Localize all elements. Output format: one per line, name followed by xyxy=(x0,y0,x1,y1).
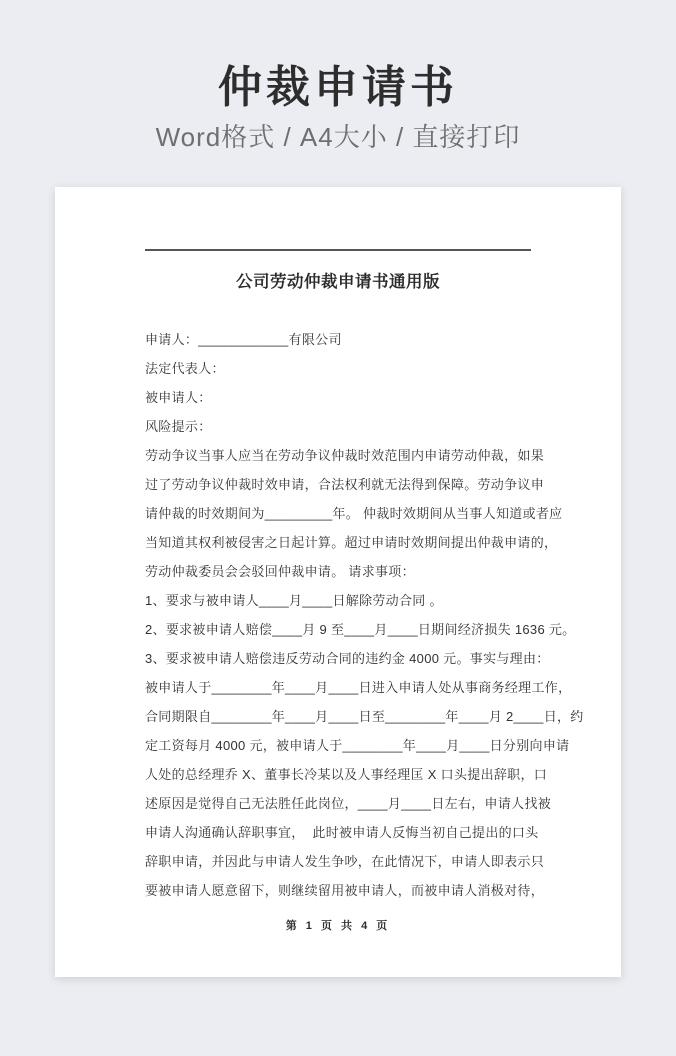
document-line: 1、要求与被申请人____月____日解除劳动合同 。 xyxy=(145,593,443,608)
document-line: 当知道其权利被侵害之日起计算。超过申请时效期间提出仲裁申请的， xyxy=(145,535,558,550)
document-title: 公司劳动仲裁申请书通用版 xyxy=(236,273,440,291)
document-line: 辞职申请，并因此与申请人发生争吵，在此情况下，申请人即表示只 xyxy=(145,854,545,869)
document-line: 3、要求被申请人赔偿违反劳动合同的违约金 4000 元。事实与理由： xyxy=(145,651,550,666)
document-line: 申请人：____________有限公司 xyxy=(145,332,342,347)
header xyxy=(0,0,676,152)
document-line: 法定代表人： xyxy=(145,361,225,376)
document-line: 请仲裁的时效期间为_________年。 仲裁时效期间从当事人知道或者应 xyxy=(145,506,563,521)
document-line: 要被申请人愿意留下，则继续留用被申请人，而被申请人消极对待， xyxy=(145,883,545,898)
page-number-footer: 第 1 页 共 4 页 xyxy=(285,920,391,932)
document-line: 定工资每月 4000 元，被申请人于________年____月____日分别向申请 xyxy=(145,738,570,753)
document-line: 劳动争议当事人应当在劳动争议仲裁时效范围内申请劳动仲裁，如果 xyxy=(145,448,545,463)
document-divider-line xyxy=(145,249,531,251)
document-page xyxy=(55,187,621,977)
document-line: 2、要求被申请人赔偿____月 9 至____月____日期间经济损失 1636 元。 xyxy=(145,622,576,637)
document-line: 被申请人于________年____月____日进入申请人处从事商务经理工作， xyxy=(145,680,572,695)
document-line: 劳动仲裁委员会会驳回仲裁申请。 请求事项： xyxy=(145,564,415,579)
document-line: 风险提示： xyxy=(145,419,212,434)
document-line: 述原因是觉得自己无法胜任此岗位，____月____日左右，申请人找被 xyxy=(145,796,552,811)
document-line: 被申请人： xyxy=(145,390,212,405)
document-line: 申请人沟通确认辞职事宜， 此时被申请人反悔当初自己提出的口头 xyxy=(145,825,539,840)
document-line: 合同期限自________年____月____日至________年____月 2____日，约 xyxy=(145,709,584,724)
document-body xyxy=(55,325,621,905)
document-line: 人处的总经理乔 X、董事长冷某以及人事经理匡 X 口头提出辞职，口 xyxy=(145,767,548,782)
page-subtitle: Word格式 / A4大小 / 直接打印 xyxy=(155,122,521,152)
document-line: 过了劳动争议仲裁时效申请，合法权利就无法得到保障。劳动争议申 xyxy=(145,477,545,492)
page-title: 仲裁申请书 xyxy=(218,63,458,112)
